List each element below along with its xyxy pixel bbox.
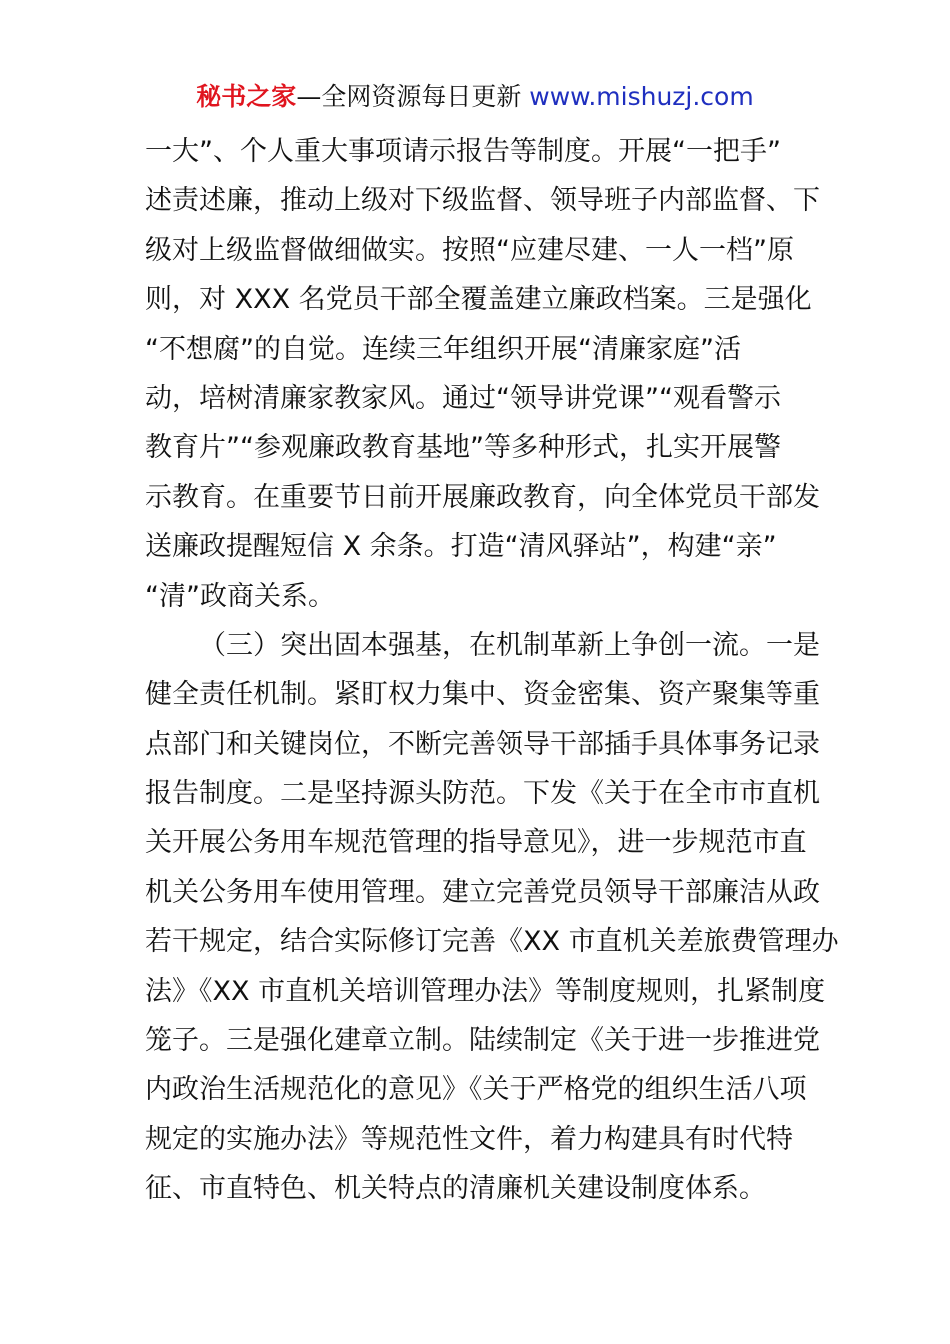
site-tagline: —全网资源每日更新 bbox=[296, 82, 522, 111]
text-line: 法》《XX 市直机关培训管理办法》等制度规则，扎紧制度 bbox=[145, 975, 826, 1007]
site-brand: 秘书之家 bbox=[196, 82, 297, 111]
section-heading-line: （三）突出固本强基，在机制革新上争创一流。一是 bbox=[199, 629, 820, 661]
text-line: 送廉政提醒短信 X 余条。打造“清风驿站”，构建“亲” bbox=[145, 531, 777, 563]
text-line: 述责述廉，推动上级对下级监督、领导班子内部监督、下 bbox=[145, 185, 820, 217]
text-line: “不想腐”的自觉。连续三年组织开展“清廉家庭”活 bbox=[145, 333, 741, 365]
text-line: 征、市直特色、机关特点的清廉机关建设制度体系。 bbox=[145, 1173, 766, 1205]
text-line: “清”政商关系。 bbox=[145, 580, 335, 612]
text-line: 点部门和关键岗位，不断完善领导干部插手具体事务记录 bbox=[145, 728, 820, 760]
paragraph-section-three bbox=[145, 621, 839, 1214]
text-line: 报告制度。二是坚持源头防范。下发《关于在全市市直机 bbox=[145, 778, 820, 810]
text-line: 级对上级监督做细做实。按照“应建尽建、一人一档”原 bbox=[145, 234, 794, 266]
text-line: 内政治生活规范化的意见》《关于严格党的组织生活八项 bbox=[145, 1074, 807, 1106]
text-line: 机关公务用车使用管理。建立完善党员领导干部廉洁从政 bbox=[145, 876, 820, 908]
page-header bbox=[0, 80, 950, 114]
text-line: 教育片”“参观廉政教育基地”等多种形式，扎实开展警 bbox=[145, 432, 781, 464]
text-line: 健全责任机制。紧盯权力集中、资金密集、资产聚集等重 bbox=[145, 679, 820, 711]
site-url: www.mishuzj.com bbox=[529, 82, 754, 111]
text-line: 一大”、个人重大事项请示报告等制度。开展“一把手” bbox=[145, 136, 781, 167]
document-body bbox=[145, 127, 839, 1214]
text-line: 示教育。在重要节日前开展廉政教育，向全体党员干部发 bbox=[145, 481, 820, 513]
text-line: 笼子。三是强化建章立制。陆续制定《关于进一步推进党 bbox=[145, 1025, 820, 1057]
text-line: 动，培树清廉家教家风。通过“领导讲党课”“观看警示 bbox=[145, 382, 781, 414]
text-line: 关开展公务用车规范管理的指导意见》，进一步规范市直 bbox=[145, 827, 807, 859]
paragraph-continuation bbox=[145, 127, 820, 621]
text-line: 则，对 XXX 名党员干部全覆盖建立廉政档案。三是强化 bbox=[145, 284, 812, 316]
text-line: 规定的实施办法》等规范性文件，着力构建具有时代特 bbox=[145, 1123, 793, 1155]
text-line: 若干规定，结合实际修订完善《XX 市直机关差旅费管理办 bbox=[145, 926, 839, 958]
